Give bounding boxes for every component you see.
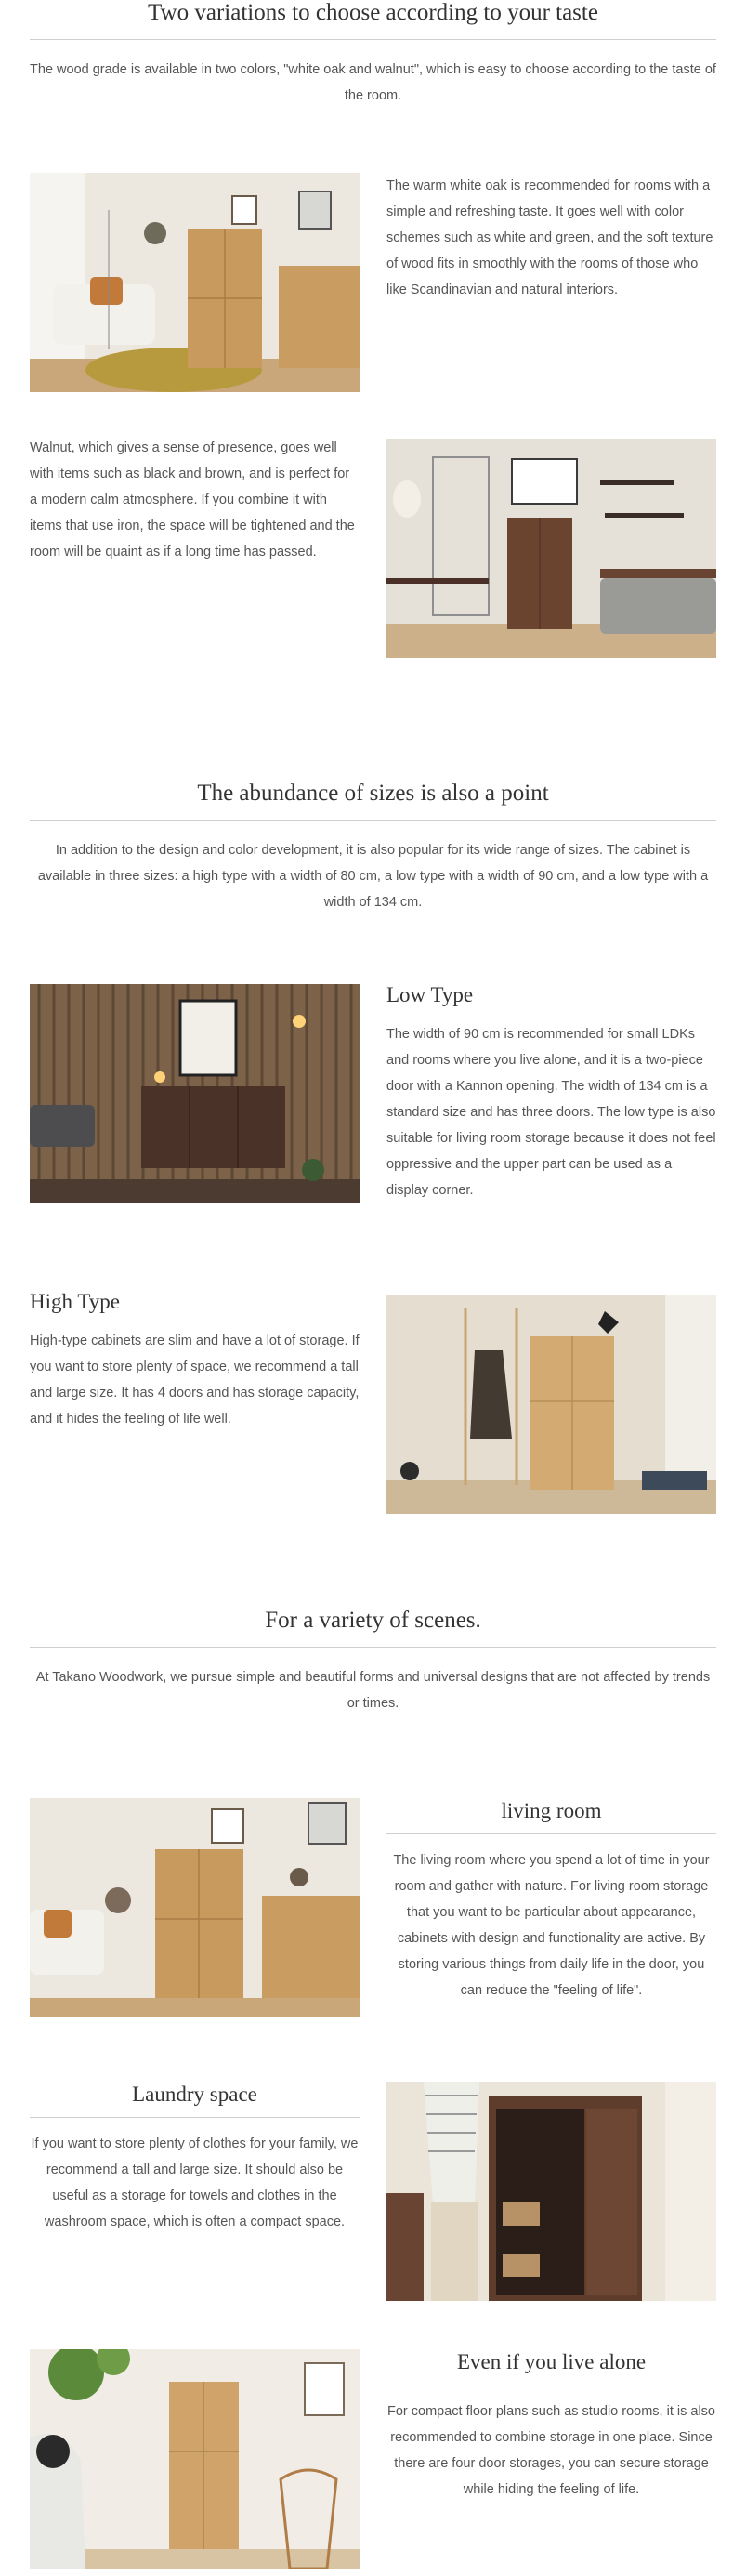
section-title: The abundance of sizes is also a point: [30, 781, 716, 821]
white-oak-text: [386, 173, 716, 303]
low-type-row: [30, 984, 716, 1203]
alone-row: [30, 2349, 716, 2569]
walnut-row: [30, 439, 716, 658]
alone-photo: [30, 2349, 360, 2569]
section-lead: The wood grade is available in two colors, "white oak and walnut", which is easy to choose according to the taste of the room.: [30, 62, 716, 103]
high-type-photo: [386, 1295, 716, 1514]
laundry-photo: [386, 2082, 716, 2301]
high-type-row: [30, 1290, 716, 1514]
living-room-text: [386, 1798, 716, 2004]
low-type-photo: [30, 984, 360, 1203]
living-room-photo: [30, 1798, 360, 2017]
section-variations: [30, 0, 716, 109]
living-room-row: [30, 1798, 716, 2017]
living-room-paragraph: The living room where you spend a lot of time in your room and gather with nature. For living room storage that you want to be particular about appearance, cabinets with design and functionality are active. By storing various things from daily life in the door, you can reduce the "feeling of life".: [393, 1853, 710, 1998]
low-type-paragraph: The width of 90 cm is recommended for small LDKs and rooms where you live alone, and it is a two-piece door with a Kannon opening. The width of 134 cm is a standard size and has three doors. The low type is also suitable for living room storage because it does not feel oppressive and the upper part can be used as a display corner.: [386, 1027, 716, 1198]
section-title: For a variety of scenes.: [30, 1608, 716, 1648]
section-scenes: [30, 1608, 716, 1716]
walnut-living-photo: [386, 439, 716, 658]
low-type-text: [386, 982, 716, 1203]
high-type-text: [30, 1289, 360, 1432]
laundry-paragraph: If you want to store plenty of clothes for your family, we recommend a tall and large size. It should also be useful as a storage for towels and clothes in the washroom space, which is often a compact space.: [31, 2136, 359, 2229]
alone-paragraph: For compact floor plans such as studio rooms, it is also recommended to combine storage in one place. Since there are four door storages, you can secure storage while hiding the feeling of life.: [387, 2404, 715, 2497]
high-type-paragraph: High-type cabinets are slim and have a lot of storage. If you want to store plenty of space, we recommend a tall and large size. It has 4 doors and has storage capacity, and it hides the feeling of life well.: [30, 1334, 360, 1426]
alone-heading: Even if you live alone: [386, 2349, 716, 2385]
laundry-text: [30, 2082, 360, 2235]
section-sizes: [30, 781, 716, 915]
white-oak-row: [30, 173, 716, 392]
section-lead: At Takano Woodwork, we pursue simple and beautiful forms and universal designs that are not affected by trends or times.: [35, 1670, 711, 1711]
section-lead: In addition to the design and color development, it is also popular for its wide range of sizes. The cabinet is available in three sizes: a high type with a width of 80 cm, a low type with a width of 90 cm, and a low type with a width of 134 cm.: [37, 843, 709, 910]
laundry-heading: Laundry space: [30, 2082, 360, 2118]
alone-text: [386, 2349, 716, 2503]
white-oak-paragraph: The warm white oak is recommended for rooms with a simple and refreshing taste. It goes well with color schemes such as white and green, and the soft texture of wood fits in smoothly with the rooms of those who like Scandinavian and natural interiors.: [386, 178, 713, 297]
low-type-heading: Low Type: [386, 983, 474, 1006]
laundry-row: [30, 2082, 716, 2301]
section-title: Two variations to choose according to your taste: [30, 0, 716, 40]
living-room-heading: living room: [386, 1798, 716, 1834]
white-oak-living-photo: [30, 173, 360, 392]
walnut-paragraph: Walnut, which gives a sense of presence, goes well with items such as black and brown, and is perfect for a modern calm atmosphere. If you combine it with items that use iron, the space will be tightened and the room will be quaint as if a long time has passed.: [30, 440, 355, 559]
walnut-text: [30, 435, 360, 565]
high-type-heading: High Type: [30, 1290, 120, 1313]
